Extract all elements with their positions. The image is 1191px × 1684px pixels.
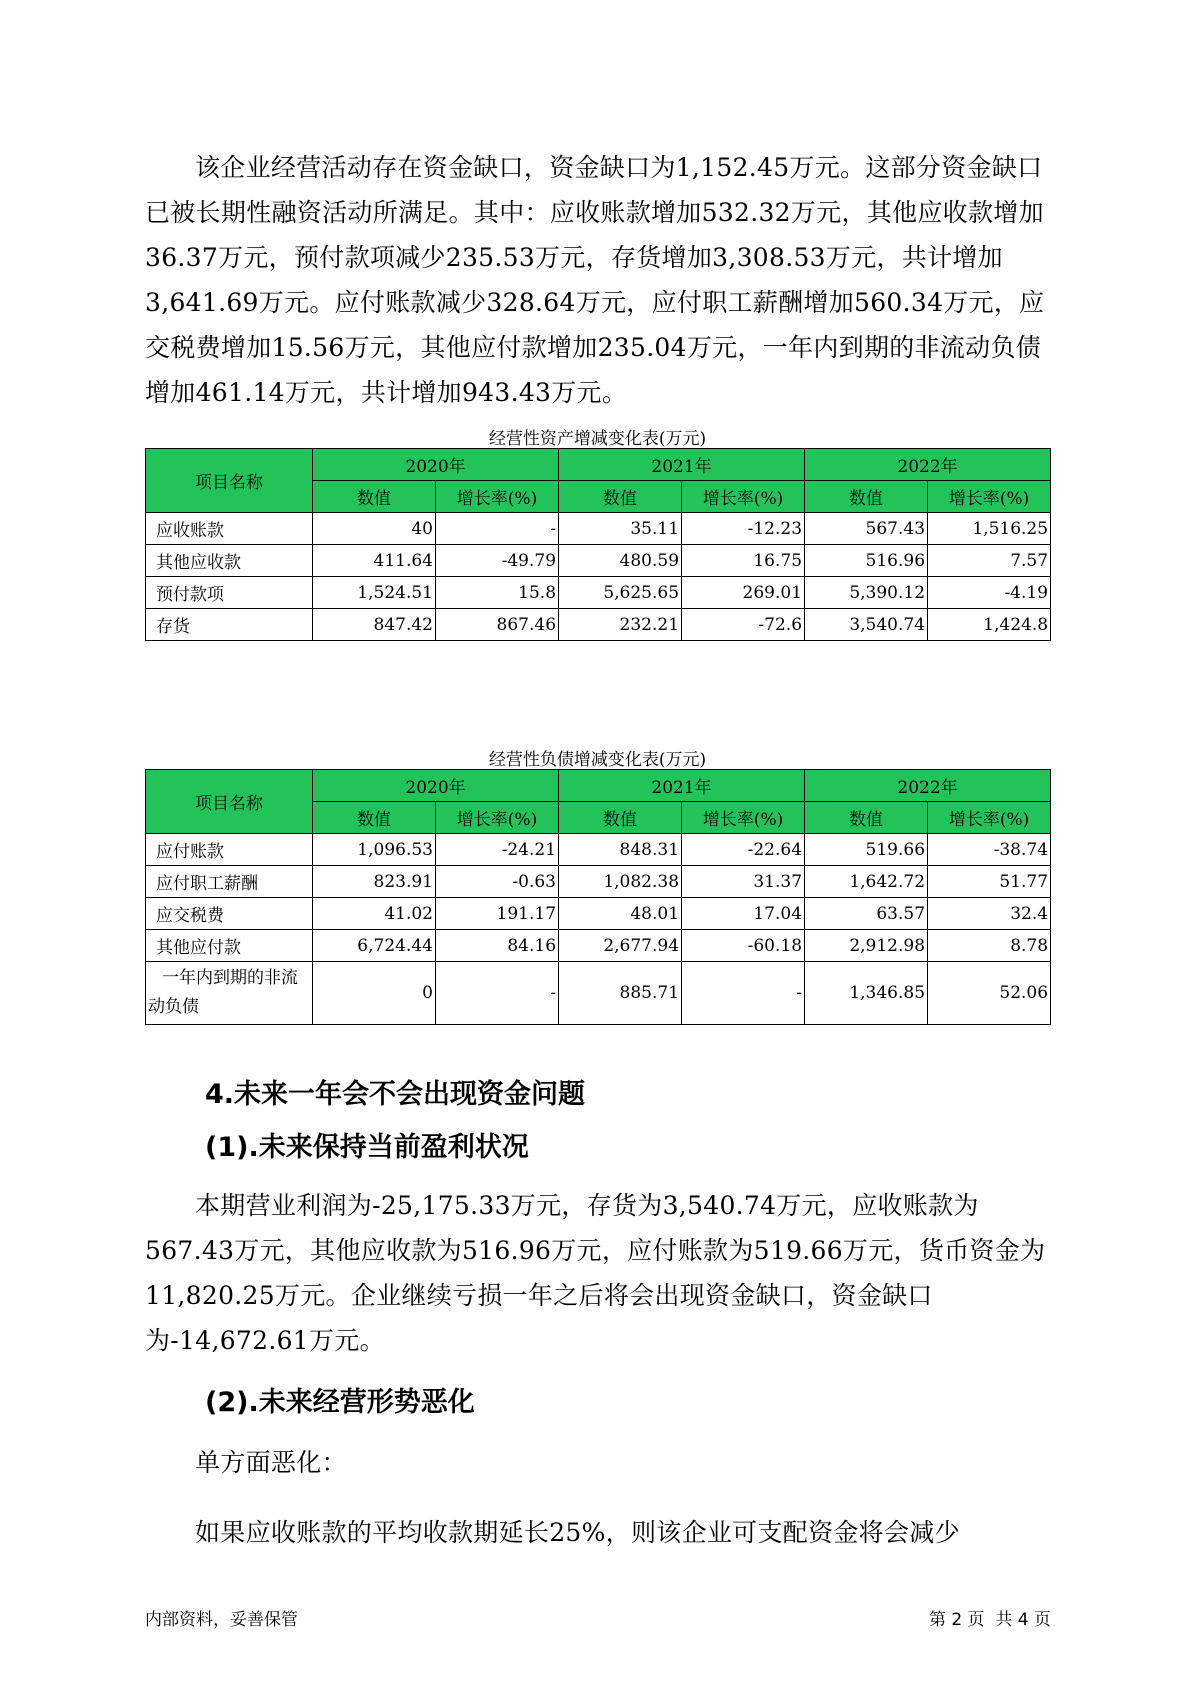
- assets-header-row-years: [146, 449, 1051, 481]
- cell: 31.37: [682, 866, 805, 898]
- row-name: 应收账款: [146, 513, 313, 545]
- cell: 516.96: [805, 545, 928, 577]
- cell: -38.74: [928, 834, 1051, 866]
- cell: 848.31: [559, 834, 682, 866]
- cell: -: [436, 962, 559, 1025]
- profit-paragraph: 本期营业利润为-25,175.33万元，存货为3,540.74万元，应收账款为567.43万元，其他应收款为516.96万元，应付账款为519.66万元，货币资金为11,820.25万元。企业继续亏损一年之后将会出现资金缺口，资金缺口为-14,672.61万元。: [145, 1191, 1046, 1355]
- table-row: [146, 866, 1051, 898]
- assets-year-header: 2021年: [559, 449, 805, 481]
- table-row: [146, 513, 1051, 545]
- cell: 5,625.65: [559, 577, 682, 609]
- cell: 2,677.94: [559, 930, 682, 962]
- table-row: [146, 577, 1051, 609]
- cell: 8.78: [928, 930, 1051, 962]
- cell: 269.01: [682, 577, 805, 609]
- liabilities-table: [145, 769, 1051, 1025]
- receivable-paragraph: 如果应收账款的平均收款期延长25%，则该企业可支配资金将会减少: [195, 1518, 960, 1547]
- cell: -: [436, 513, 559, 545]
- liabilities-table-caption: 经营性负债增减变化表(万元): [488, 750, 707, 770]
- section-heading-4: 4.未来一年会不会出现资金问题: [205, 1079, 586, 1110]
- assets-year-header: 2022年: [805, 449, 1051, 481]
- table-row: [146, 609, 1051, 641]
- liabilities-sub-header: 数值: [559, 802, 682, 834]
- cell: 1,096.53: [313, 834, 436, 866]
- row-name: 预付款项: [146, 577, 313, 609]
- cell: 52.06: [928, 962, 1051, 1025]
- assets-sub-header: 数值: [313, 481, 436, 513]
- cell: 17.04: [682, 898, 805, 930]
- cell: 867.46: [436, 609, 559, 641]
- assets-sub-header: 增长率(%): [928, 481, 1051, 513]
- cell: 40: [313, 513, 436, 545]
- cell: -0.63: [436, 866, 559, 898]
- liabilities-year-header: 2021年: [559, 770, 805, 802]
- cell: 3,540.74: [805, 609, 928, 641]
- liabilities-item-header: 项目名称: [146, 770, 313, 834]
- cell: -60.18: [682, 930, 805, 962]
- row-name: 其他应付款: [146, 930, 313, 962]
- assets-table: [145, 448, 1051, 641]
- single-side-paragraph: 单方面恶化：: [195, 1448, 347, 1477]
- table-row: [146, 834, 1051, 866]
- cell: 63.57: [805, 898, 928, 930]
- cell: -4.19: [928, 577, 1051, 609]
- liabilities-header-row-years: [146, 770, 1051, 802]
- cell: -12.23: [682, 513, 805, 545]
- cell: 35.11: [559, 513, 682, 545]
- row-name: [146, 962, 313, 1025]
- cell: 0: [313, 962, 436, 1025]
- liabilities-year-header: 2022年: [805, 770, 1051, 802]
- cell: 7.57: [928, 545, 1051, 577]
- cell: -22.64: [682, 834, 805, 866]
- cell: -49.79: [436, 545, 559, 577]
- assets-sub-header: 增长率(%): [682, 481, 805, 513]
- cell: 1,082.38: [559, 866, 682, 898]
- cell: 1,642.72: [805, 866, 928, 898]
- cell: 1,424.8: [928, 609, 1051, 641]
- liabilities-sub-header: 增长率(%): [436, 802, 559, 834]
- row-name-line: 一年内到期的非流: [162, 968, 298, 988]
- section-heading-4-1: (1).未来保持当前盈利状况: [205, 1132, 529, 1163]
- cell: 32.4: [928, 898, 1051, 930]
- assets-sub-header: 数值: [559, 481, 682, 513]
- liabilities-sub-header: 增长率(%): [928, 802, 1051, 834]
- cell: -24.21: [436, 834, 559, 866]
- cell: 847.42: [313, 609, 436, 641]
- cell: 191.17: [436, 898, 559, 930]
- liabilities-sub-header: 增长率(%): [682, 802, 805, 834]
- cell: 5,390.12: [805, 577, 928, 609]
- cell: 411.64: [313, 545, 436, 577]
- liabilities-sub-header: 数值: [805, 802, 928, 834]
- table-row: [146, 930, 1051, 962]
- row-name: 其他应收款: [146, 545, 313, 577]
- table-row: [146, 898, 1051, 930]
- cell: 48.01: [559, 898, 682, 930]
- cell: 885.71: [559, 962, 682, 1025]
- cell: 567.43: [805, 513, 928, 545]
- cell: 1,524.51: [313, 577, 436, 609]
- cell: -: [682, 962, 805, 1025]
- cell: 15.8: [436, 577, 559, 609]
- row-name-line: 动负债: [148, 997, 199, 1017]
- cell: 6,724.44: [313, 930, 436, 962]
- liabilities-sub-header: 数值: [313, 802, 436, 834]
- footer-left: 内部资料，妥善保管: [145, 1610, 298, 1630]
- cell: 51.77: [928, 866, 1051, 898]
- cell: 41.02: [313, 898, 436, 930]
- table-row: [146, 545, 1051, 577]
- row-name: 应交税费: [146, 898, 313, 930]
- row-name: 存货: [146, 609, 313, 641]
- intro-paragraph: 该企业经营活动存在资金缺口，资金缺口为1,152.45万元。这部分资金缺口已被长期性融资活动所满足。其中：应收账款增加532.32万元，其他应收款增加36.37万元，预付款项减少235.53万元，存货增加3,308.53万元，共计增加3,641.69万元。应付账款减少328.64万元，应付职工薪酬增加560.34万元，应交税费增加15.56万元，其他应付款增加235.04万元，一年内到期的非流动负债增加461.14万元，共计增加943.43万元。: [145, 153, 1045, 407]
- liabilities-year-header: 2020年: [313, 770, 559, 802]
- assets-item-header: 项目名称: [146, 449, 313, 513]
- cell: -72.6: [682, 609, 805, 641]
- table-row: [146, 962, 1051, 1025]
- cell: 232.21: [559, 609, 682, 641]
- cell: 480.59: [559, 545, 682, 577]
- cell: 2,912.98: [805, 930, 928, 962]
- cell: 84.16: [436, 930, 559, 962]
- row-name: 应付账款: [146, 834, 313, 866]
- assets-sub-header: 数值: [805, 481, 928, 513]
- assets-year-header: 2020年: [313, 449, 559, 481]
- cell: 1,516.25: [928, 513, 1051, 545]
- row-name: 应付职工薪酬: [146, 866, 313, 898]
- footer-page-number: 第 2 页 共 4 页: [928, 1610, 1051, 1630]
- cell: 1,346.85: [805, 962, 928, 1025]
- assets-table-caption: 经营性资产增减变化表(万元): [488, 429, 707, 449]
- cell: 519.66: [805, 834, 928, 866]
- cell: 16.75: [682, 545, 805, 577]
- section-heading-4-2: (2).未来经营形势恶化: [205, 1387, 475, 1418]
- cell: 823.91: [313, 866, 436, 898]
- assets-sub-header: 增长率(%): [436, 481, 559, 513]
